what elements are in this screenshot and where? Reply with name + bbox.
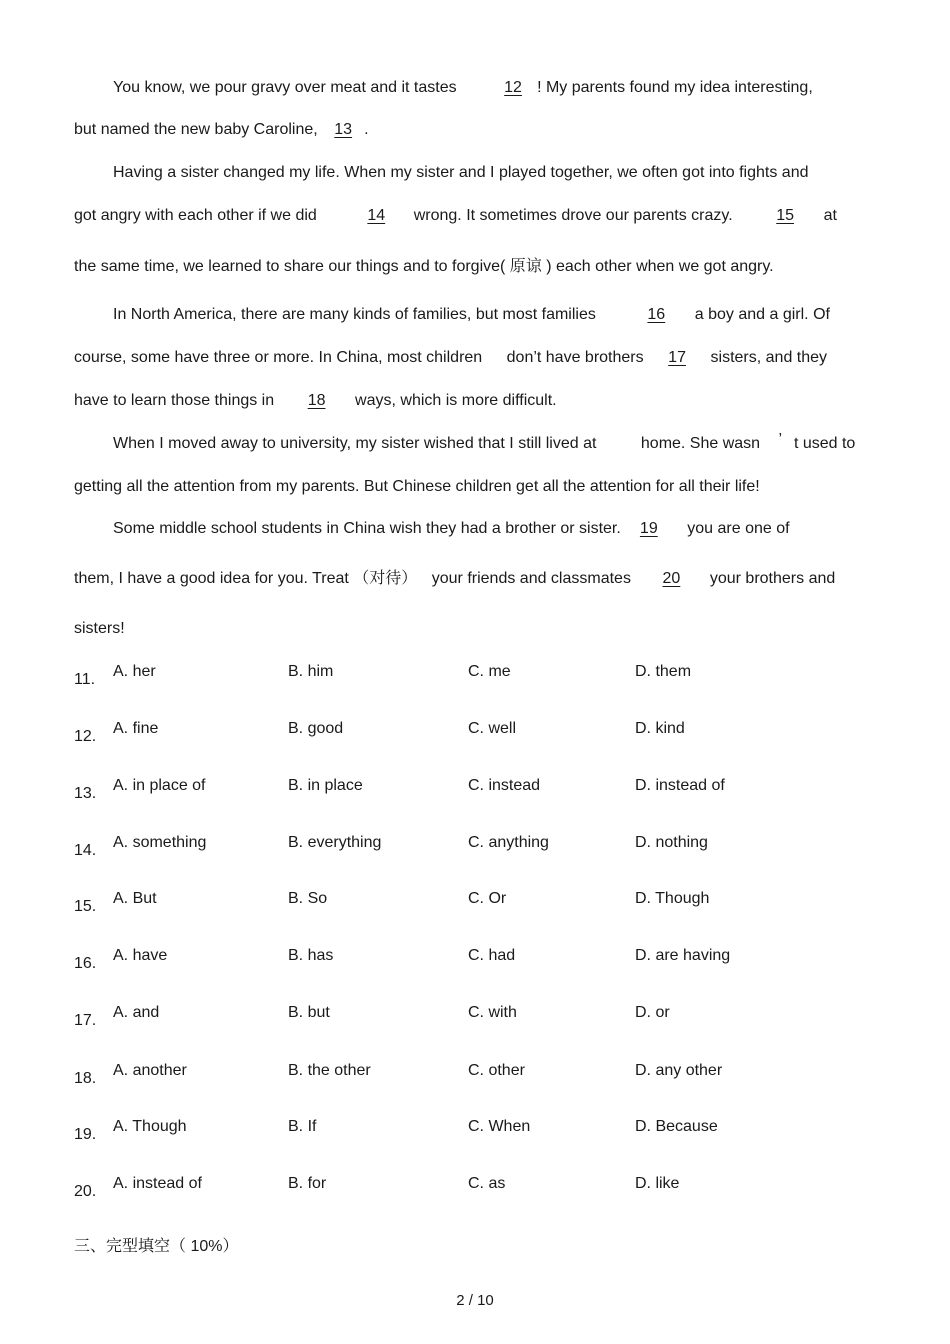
passage-line-9: When I moved away to university, my sister wished that I still lived at home. She wasn ’ t used to xyxy=(113,431,856,452)
question-number: 16. xyxy=(74,955,97,972)
question-number: 18. xyxy=(74,1070,97,1087)
option-b: B. for xyxy=(288,1175,327,1192)
option-b: B. him xyxy=(288,663,334,680)
page-number: 2 / 10 xyxy=(456,1292,494,1309)
option-b: B. in place xyxy=(288,777,363,794)
question-item xyxy=(0,889,950,915)
question-item xyxy=(0,1061,950,1087)
question-item xyxy=(0,946,950,972)
question-number: 12. xyxy=(74,728,97,745)
blank-19: 19 xyxy=(639,520,658,537)
option-d: D. nothing xyxy=(635,834,708,851)
option-d: D. like xyxy=(635,1175,680,1192)
blank-13: 13 xyxy=(334,121,353,138)
blank-12: 12 xyxy=(504,79,522,96)
option-b: B. but xyxy=(288,1004,330,1021)
option-d: D. kind xyxy=(635,720,685,737)
passage-line-6: In North America, there are many kinds of families, but most families 16 a boy and a girl. Of xyxy=(113,306,830,323)
option-a: A. her xyxy=(113,663,156,680)
option-c: C. other xyxy=(468,1062,525,1079)
question-number: 19. xyxy=(74,1126,97,1143)
option-c: C. instead xyxy=(468,777,541,794)
question-number: 11. xyxy=(74,671,96,688)
passage-line-1: You know, we pour gravy over meat and it tastes 12 ! My parents found my idea interesting, xyxy=(113,79,813,96)
option-b: B. If xyxy=(288,1118,317,1135)
passage-line-7: course, some have three or more. In China, most children don’t have brothers 17 sisters, and they xyxy=(74,349,828,366)
question-number: 13. xyxy=(74,785,97,802)
option-d: D. Though xyxy=(635,890,710,907)
question-number: 20. xyxy=(74,1183,97,1200)
option-c: C. When xyxy=(468,1118,531,1135)
passage-line-8: have to learn those things in 18 ways, which is more difficult. xyxy=(74,392,557,409)
option-c: C. me xyxy=(468,663,511,680)
option-c: C. well xyxy=(468,720,517,737)
blank-20: 20 xyxy=(662,570,681,587)
option-b: B. good xyxy=(288,720,344,737)
section-heading: 三、完型填空（ 10%） xyxy=(74,1238,239,1255)
passage-line-4: got angry with each other if we did 14 wrong. It sometimes drove our parents crazy. 15 at xyxy=(74,207,837,224)
question-item xyxy=(0,833,950,859)
question-item xyxy=(0,1117,950,1143)
option-d: D. or xyxy=(635,1004,670,1021)
option-a: A. another xyxy=(113,1062,187,1079)
question-number: 15. xyxy=(74,898,97,915)
option-a: A. something xyxy=(113,834,207,851)
passage-line-10: getting all the attention from my parents. But Chinese children get all the attention for all their life! xyxy=(74,478,760,495)
option-c: C. Or xyxy=(468,890,507,907)
blank-16: 16 xyxy=(647,306,666,323)
option-d: D. them xyxy=(635,663,692,680)
option-a: A. and xyxy=(113,1004,160,1021)
option-b: B. has xyxy=(288,947,334,964)
question-item xyxy=(0,662,950,688)
passage-line-13: sisters! xyxy=(74,620,125,637)
option-a: A. have xyxy=(113,947,168,964)
option-a: A. fine xyxy=(113,720,159,737)
option-c: C. with xyxy=(468,1004,517,1021)
option-b: B. everything xyxy=(288,834,382,851)
option-a: A. Though xyxy=(113,1118,187,1135)
option-d: D. instead of xyxy=(635,777,725,794)
option-b: B. the other xyxy=(288,1062,371,1079)
question-item xyxy=(0,1174,950,1200)
option-a: A. in place of xyxy=(113,777,206,794)
option-a: A. instead of xyxy=(113,1175,202,1192)
blank-18: 18 xyxy=(307,392,326,409)
blank-14: 14 xyxy=(367,207,386,224)
option-c: C. as xyxy=(468,1175,506,1192)
passage-line-12: them, I have a good idea for you. Treat （对待） your friends and classmates 20 your brothers and xyxy=(74,570,836,587)
option-c: C. had xyxy=(468,947,516,964)
passage-line-3: Having a sister changed my life. When my sister and I played together, we often got into fights and xyxy=(113,164,809,181)
option-d: D. are having xyxy=(635,947,731,964)
blank-17: 17 xyxy=(668,349,686,366)
option-d: D. Because xyxy=(635,1118,718,1135)
option-c: C. anything xyxy=(468,834,549,851)
option-b: B. So xyxy=(288,890,328,907)
option-d: D. any other xyxy=(635,1062,723,1079)
question-number: 17. xyxy=(74,1012,97,1029)
question-item xyxy=(0,719,950,745)
blank-15: 15 xyxy=(776,207,794,224)
passage-line-2: but named the new baby Caroline, 13 . xyxy=(74,121,369,138)
question-item xyxy=(0,776,950,802)
question-number: 14. xyxy=(74,842,97,859)
option-a: A. But xyxy=(113,890,157,907)
question-item xyxy=(0,1003,950,1029)
passage-line-11: Some middle school students in China wish they had a brother or sister. 19 you are one of xyxy=(113,520,790,537)
passage-line-5: the same time, we learned to share our things and to forgive( 原谅 ) each other when we got angry. xyxy=(74,258,774,275)
